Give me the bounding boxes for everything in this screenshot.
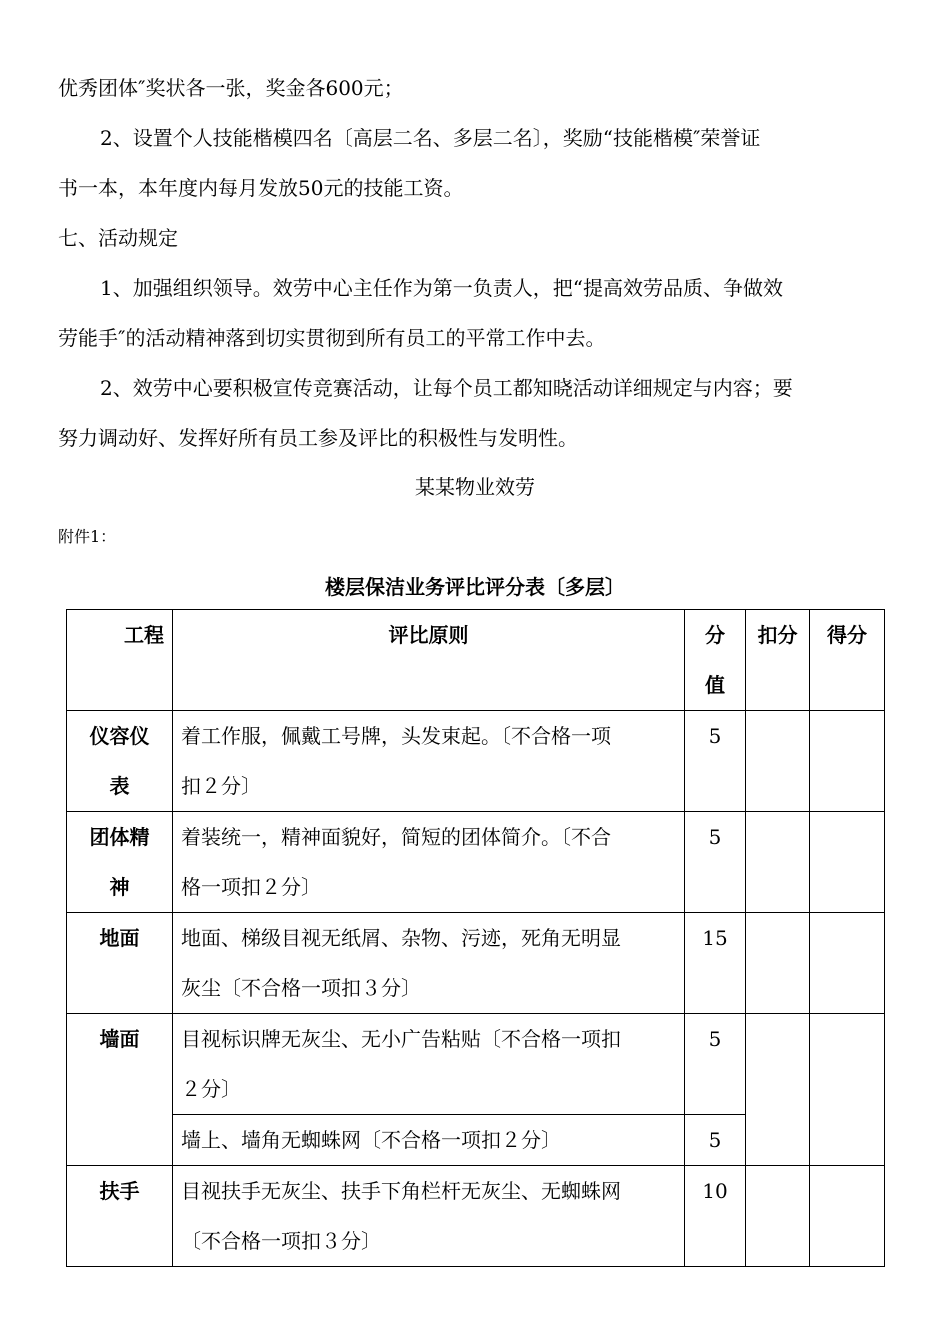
row-criteria: 目视扶手无灰尘、扶手下角栏杆无灰尘、无蜘蛛网 〔不合格一项扣３分〕 (173, 1166, 685, 1267)
row-deduct (746, 812, 810, 913)
paragraph-3: 书一本，本年度内每月发放50元的技能工资。 (58, 176, 464, 200)
table-header-row (67, 610, 885, 711)
row-earned (810, 711, 885, 812)
paragraph-1: 优秀团体″奖状各一张，奖金各600元； (58, 76, 404, 100)
table-row (67, 913, 885, 1014)
paragraph-7: 努力调动好、发挥好所有员工参及评比的积极性与发明性。 (58, 426, 578, 450)
row-criteria: 着装统一，精神面貌好，简短的团体简介。〔不合 格一项扣２分〕 (173, 812, 685, 913)
row-score: 10 (685, 1166, 746, 1267)
row-item: 团体精 神 (67, 812, 173, 913)
row-deduct (746, 711, 810, 812)
row-earned (810, 812, 885, 913)
row-deduct (746, 913, 810, 1014)
row-criteria: 着工作服，佩戴工号牌，头发束起。〔不合格一项 扣２分〕 (173, 711, 685, 812)
table-row (67, 1014, 885, 1115)
row-item: 仪容仪 表 (67, 711, 173, 812)
table-row (67, 1166, 885, 1267)
row-criteria: 地面、梯级目视无纸屑、杂物、污迹，死角无明显 灰尘〔不合格一项扣３分〕 (173, 913, 685, 1014)
row-item: 扶手 (67, 1166, 173, 1267)
section-heading: 七、活动规定 (58, 226, 178, 250)
header-earned: 得分 (810, 610, 885, 711)
paragraph-4: 1、加强组织领导。效劳中心主任作为第一负责人，把“提高效劳品质、争做效 (100, 276, 783, 300)
signature: 某某物业效劳 (415, 475, 535, 499)
row-score: 5 (685, 1115, 746, 1166)
attachment-label: 附件1： (58, 527, 117, 546)
row-item: 地面 (67, 913, 173, 1014)
paragraph-5: 劳能手″的活动精神落到切实贯彻到所有员工的平常工作中去。 (58, 326, 606, 350)
header-deduct: 扣分 (746, 610, 810, 711)
header-score: 分 值 (685, 610, 746, 711)
row-deduct (746, 1166, 810, 1267)
row-criteria: 墙上、墙角无蜘蛛网〔不合格一项扣２分〕 (173, 1115, 685, 1166)
row-item: 墙面 (67, 1014, 173, 1166)
table-title: 楼层保洁业务评比评分表〔多层〕 (325, 575, 625, 599)
paragraph-2: 2、设置个人技能楷模四名〔高层二名、多层二名〕，奖励“技能楷模″荣誉证 (100, 126, 761, 150)
row-score: 15 (685, 913, 746, 1014)
row-deduct (746, 1014, 810, 1166)
row-earned (810, 913, 885, 1014)
paragraph-6: 2、效劳中心要积极宣传竞赛活动，让每个员工都知晓活动详细规定与内容；要 (100, 376, 793, 400)
row-score: 5 (685, 812, 746, 913)
row-earned (810, 1014, 885, 1166)
table-row (67, 711, 885, 812)
row-score: 5 (685, 1014, 746, 1115)
score-table (66, 609, 885, 1267)
row-earned (810, 1166, 885, 1267)
header-item: 工程 (67, 610, 173, 711)
row-score: 5 (685, 711, 746, 812)
table-row (67, 812, 885, 913)
header-criteria: 评比原则 (173, 610, 685, 711)
row-criteria: 目视标识牌无灰尘、无小广告粘贴〔不合格一项扣 ２分〕 (173, 1014, 685, 1115)
